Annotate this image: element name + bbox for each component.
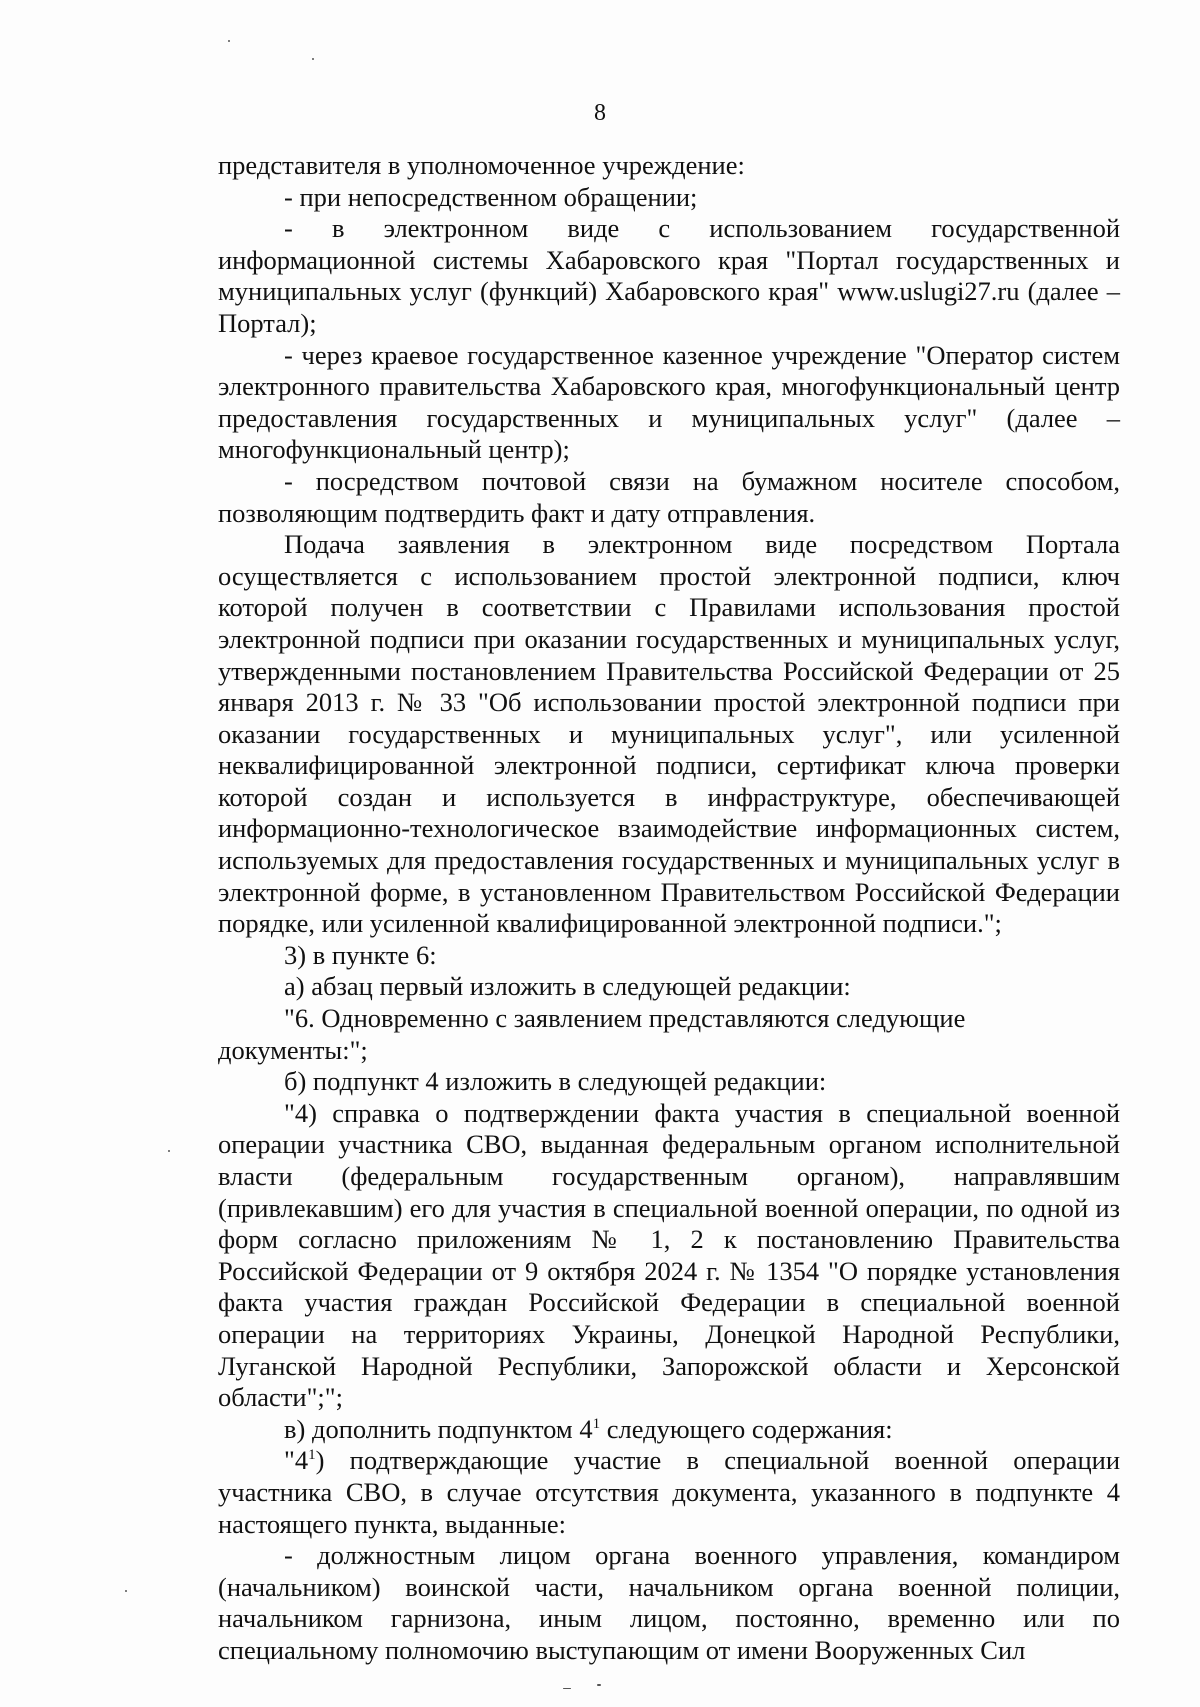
paragraph-subitem-b: б) подпункт 4 изложить в следующей редакции: xyxy=(284,1066,827,1097)
scan-speck xyxy=(125,1590,127,1592)
paragraph-officials: - должностным лицом органа военного управления, командиром (начальником) воинской части, начальником органа военной полиции, начальником гарнизона, иным лицом, постоянно, временно или по специальному полномочию выступающим от имени Вооруженных Сил xyxy=(218,1540,1120,1665)
page-number: 8 xyxy=(594,100,606,126)
paragraph-subitem-a: а) абзац первый изложить в следующей редакции: xyxy=(284,971,851,1002)
scan-speck xyxy=(168,1150,170,1152)
paragraph-subitem-v: в) дополнить подпунктом $4^1$ следующего содержания: xyxy=(284,1413,893,1444)
paragraph-postal: - посредством почтовой связи на бумажном носителе способом, позволяющим подтвердить факт и дату отправления. xyxy=(218,465,1120,528)
scan-speck xyxy=(228,40,230,42)
scan-speck xyxy=(312,58,314,60)
paragraph-item-3: 3) в пункте 6: xyxy=(284,939,437,970)
document-body xyxy=(218,150,1120,1667)
paragraph-item-4-1-text: "$4^1$) подтверждающие участие в специальной военной операции участника СВО, в случае отсутствия документа, указанного в подпункте 4 настоящего пункта, выданные: xyxy=(218,1445,1120,1539)
paragraph-direct-appeal: - при непосредственном обращении; xyxy=(284,181,698,212)
paragraph-item-4-text: "4) справка о подтверждении факта участия в специальной военной операции участника СВО, выданная федеральным органом исполнительной власти (федеральным государственным органом), направлявшим (привлекавшим) его для участия в специальной военной операции, по одной из форм согласно приложениям № 1, 2 к постановлению Правительства Российской Федерации от 9 октября 2024 г. № 1354 "О порядке установления факта участия граждан Российской Федерации в специальной военной операции на территориях Украины, Донецкой Народной Республики, Луганской Народной Республики, Запорожской области и Херсонской области";"; xyxy=(218,1097,1120,1413)
scan-speck xyxy=(563,1688,571,1689)
paragraph-electronic-signature: Подача заявления в электронном виде посредством Портала осуществляется с использованием простой электронной подписи, ключ которой получен в соответствии с Правилами использования простой электронной подписи при оказании государственных и муниципальных услуг, утвержденными постановлением Правительства Российской Федерации от 25 января 2013 г. № 33 "Об использовании простой электронной подписи при оказании государственных и муниципальных услуг", или усиленной неквалифицированной электронной подписи, сертификат ключа проверки которой создан и используется в инфраструктуре, обеспечивающей информационно-технологическое взаимодействие информационных систем, используемых для предоставления государственных и муниципальных услуг в электронной форме, в установленном Правительством Российской Федерации порядке, или усиленной квалифицированной электронной подписи."; xyxy=(218,529,1120,939)
paragraph-mfc: - через краевое государственное казенное учреждение "Оператор систем электронного правительства Хабаровского края, многофункциональный центр предоставления государственных и муниципальных услуг" (далее – многофункциональный центр); xyxy=(218,339,1120,465)
paragraph-electronic-portal: - в электронном виде с использованием государственной информационной системы Хабаровского края "Портал государственных и муниципальных услуг (функций) Хабаровского края" www.uslugi27.ru (далее – Портал); xyxy=(218,213,1120,338)
paragraph-item-6-text: "6. Одновременно с заявлением представляются следующие документы:"; xyxy=(218,1003,966,1065)
scan-speck xyxy=(597,1684,601,1686)
paragraph-continuation: представителя в уполномоченное учреждение: xyxy=(218,150,745,180)
